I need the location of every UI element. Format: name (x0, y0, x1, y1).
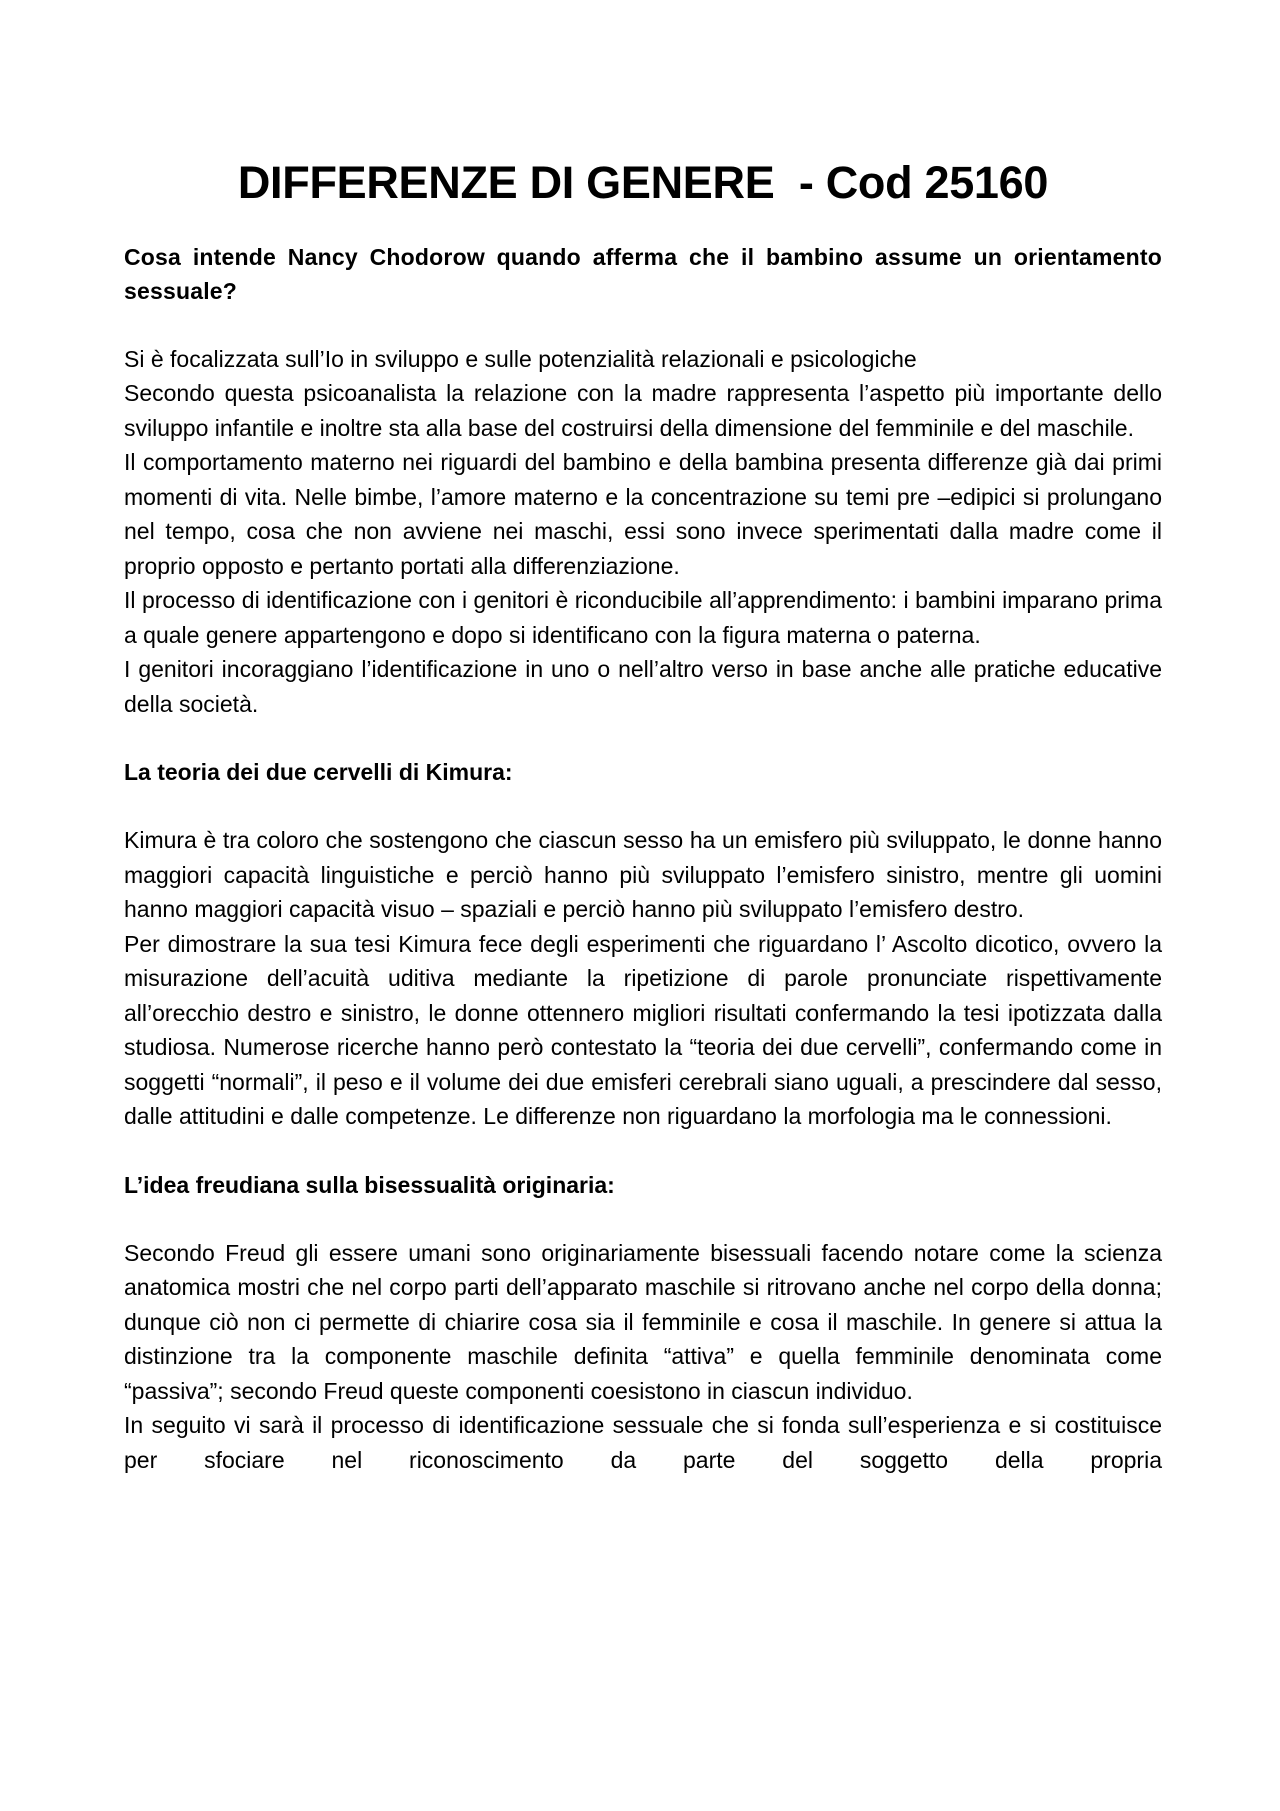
paragraph: Si è focalizzata sull’Io in sviluppo e sulle potenzialità relazionali e psicologiche (124, 345, 917, 372)
section-heading-kimura: La teoria dei due cervelli di Kimura: (124, 759, 513, 785)
paragraph: I genitori incoraggiano l’identificazione in uno o nell’altro verso in base anche alle pratiche educative della società. (124, 656, 1162, 717)
question-heading: Cosa intende Nancy Chodorow quando afferma che il bambino assume un orientamento sessuale? (124, 243, 1162, 304)
paragraph: In seguito vi sarà il processo di identificazione sessuale che si fonda sull’esperienza e si costituisce per sfociare nel riconoscimento da parte del soggetto della propria (124, 1412, 1162, 1473)
section-heading-freud: L’idea freudiana sulla bisessualità originaria: (124, 1171, 615, 1198)
paragraph: Secondo questa psicoanalista la relazione con la madre rappresenta l’aspetto più importante dello sviluppo infantile e inoltre sta alla base del costruirsi della dimensione del femminile e del maschile. (124, 380, 1162, 441)
paragraph: Per dimostrare la sua tesi Kimura fece degli esperimenti che riguardano l’ Ascolto dicotico, ovvero la misurazione dell’acuità uditiva mediante la ripetizione di parole pronunciate rispettivamente all’orecchio destro e sinistro, le donne ottennero migliori risultati confermando la tesi ipotizzata dalla studiosa. Numerose ricerche hanno però contestato la “teoria dei due cervelli”, confermando come in soggetti “normali”, il peso e il volume dei due emisferi cerebrali siano uguali, a prescindere dal sesso, dalle attitudini e dalle competenze. Le differenze non riguardano la morfologia ma le connessioni. (124, 930, 1162, 1129)
section-freud (124, 1236, 1162, 1478)
section-kimura (124, 823, 1162, 1134)
paragraph: Kimura è tra coloro che sostengono che ciascun sesso ha un emisfero più sviluppato, le donne hanno maggiori capacità linguistiche e perciò hanno più sviluppato l’emisfero sinistro, mentre gli uomini hanno maggiori capacità visuo – spaziali e perciò hanno più sviluppato l’emisfero destro. (124, 827, 1162, 922)
document-page (124, 140, 1162, 1477)
paragraph: Il comportamento materno nei riguardi del bambino e della bambina presenta differenze già dai primi momenti di vita. Nelle bimbe, l’amore materno e la concentrazione su temi pre –edipici si prolungano nel tempo, cosa che non avviene nei maschi, essi sono invece sperimentati dalla madre come il proprio opposto e pertanto portati alla differenziazione. (124, 449, 1162, 579)
paragraph: Il processo di identificazione con i genitori è riconducibile all’apprendimento: i bambini imparano prima a quale genere appartengono e dopo si identificano con la figura materna o paterna. (124, 587, 1162, 648)
section-chodorow (124, 342, 1162, 722)
paragraph: Secondo Freud gli essere umani sono originariamente bisessuali facendo notare come la scienza anatomica mostri che nel corpo parti dell’apparato maschile si ritrovano anche nel corpo della donna; dunque ciò non ci permette di chiarire cosa sia il femminile e cosa il maschile. In genere si attua la distinzione tra la componente maschile definita “attiva” e quella femminile denominata come “passiva”; secondo Freud queste componenti coesistono in ciascun individuo. (124, 1239, 1162, 1404)
document-title: DIFFERENZE DI GENERE - Cod 25160 (237, 157, 1049, 208)
